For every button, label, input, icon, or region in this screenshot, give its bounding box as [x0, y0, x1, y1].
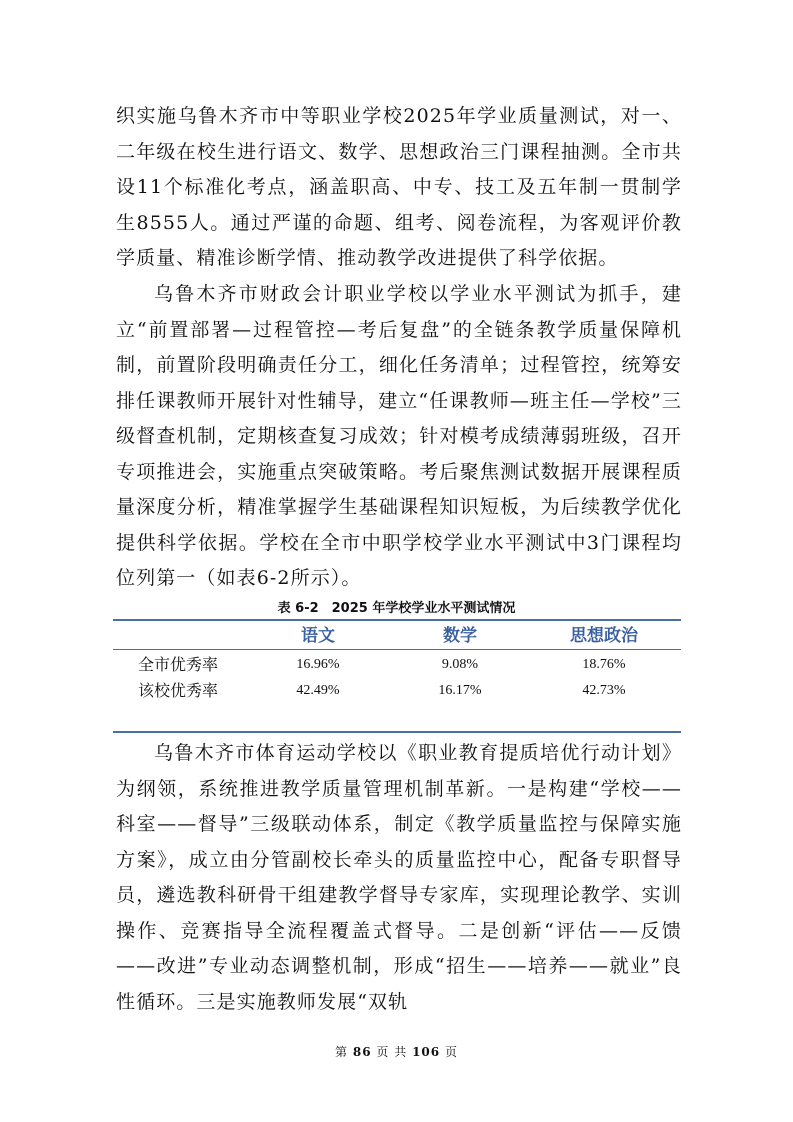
- header-chinese: 语文: [301, 626, 335, 646]
- cell-school-math: 16.17%: [438, 683, 482, 698]
- header-politics: 思想政治: [570, 626, 638, 646]
- header-math: 数学: [443, 626, 477, 646]
- table-row: [113, 652, 681, 678]
- cell-city-politics: 18.76%: [582, 657, 626, 672]
- paragraph-sports-school: 乌鲁木齐市体育运动学校以《职业教育提质培优行动计划》为纲领，系统推进教学质量管理机制革新。一是构建“学校——科室——督导”三级联动体系，制定《教学质量监控与保障实施方案》，成立由分管副校长牵头的质量监控中心，配备专职督导员，遴选教科研骨干组建教学督导专家库，实现理论教学、实训操作、竞赛指导全流程覆盖式督导。二是创新“评估——反馈——改进”专业动态调整机制，形成“招生——培养——就业”良性循环。三是实施教师发展“双轨: [116, 742, 682, 1013]
- footer-prefix: 第: [335, 1045, 349, 1059]
- footer-suffix: 页: [444, 1045, 458, 1059]
- cell-city-chinese: 16.96%: [296, 657, 340, 672]
- cell-city-math: 9.08%: [441, 657, 479, 672]
- row-label-city: 全市优秀率: [137, 655, 218, 674]
- cell-school-politics: 42.73%: [582, 683, 626, 698]
- page-footer: [0, 1043, 793, 1060]
- header-blank: [113, 623, 243, 649]
- paragraph-finance-school: 乌鲁木齐市财政会计职业学校以学业水平测试为抓手，建立“前置部署—过程管控—考后复盘”的全链条教学质量保障机制，前置阶段明确责任分工，细化任务清单；过程管控，统筹安排任课教师开展针对性辅导，建立“任课教师—班主任—学校”三级督查机制，定期核查复习成效；针对模考成绩薄弱班级，召开专项推进会，实施重点突破策略。考后聚焦测试数据开展课程质量深度分析，精准掌握学生基础课程知识短板，为后续教学优化提供科学依据。学校在全市中职学校学业水平测试中3门课程均位列第一（如表6-2所示）。: [116, 283, 682, 589]
- cell-school-chinese: 42.49%: [296, 683, 340, 698]
- row-label-school: 该校优秀率: [137, 681, 218, 700]
- paragraph-continued: 织实施乌鲁木齐市中等职业学校2025年学业质量测试，对一、二年级在校生进行语文、数学、思想政治三门课程抽测。全市共设11个标准化考点，涵盖职高、中专、技工及五年制一贯制学生8555人。通过严谨的命题、组考、阅卷流程，为客观评价教学质量、精准诊断学情、推动教学改进提供了科学依据。: [116, 105, 682, 269]
- total-page-count: 106: [412, 1045, 441, 1059]
- current-page-number: 86: [352, 1045, 372, 1059]
- table-caption: 表 6-2 2025 年学校学业水平测试情况: [277, 601, 516, 616]
- table-header-row: [113, 623, 681, 650]
- table-row: [113, 678, 681, 704]
- footer-middle: 页 共: [376, 1045, 408, 1059]
- results-table: [113, 619, 681, 733]
